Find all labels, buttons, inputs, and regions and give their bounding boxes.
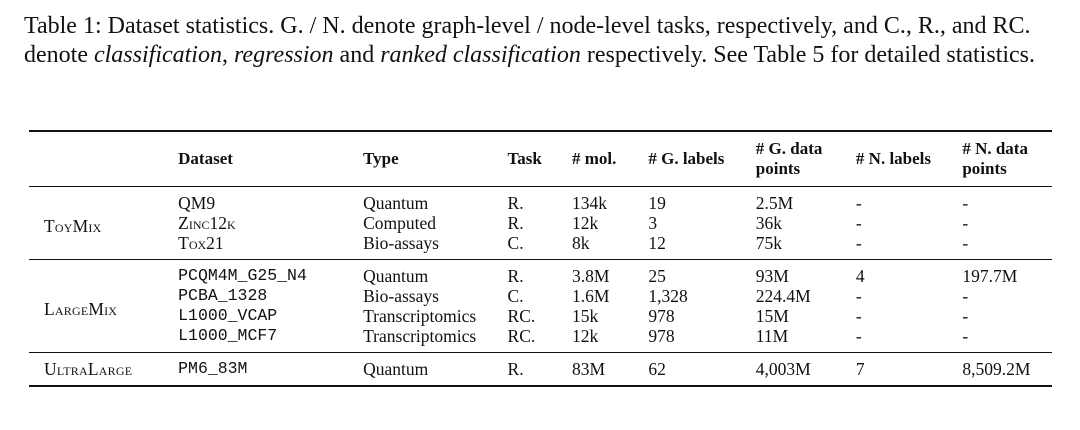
caption-text-2: , [221,42,234,68]
cell-n-labels: - [855,192,862,213]
caption-term-regression: regression [233,42,334,68]
cell-mol: 12k [571,325,599,346]
cell-type: Bio-assays [363,232,439,253]
cell-g-labels: 19 [648,192,666,213]
cell-g-points: 93M [755,265,789,286]
cell-mol: 15k [571,305,599,326]
cell-n-labels: 7 [855,358,865,379]
cell-task: R. [507,192,524,213]
table-row [29,352,1052,386]
cell-n-labels: - [855,285,862,306]
table-row [29,326,1052,353]
cell-g-points: 36k [755,212,783,233]
dataset-statistics-table [29,130,1052,387]
table-row [29,306,1052,326]
cell-dataset: Zinc12k [178,212,236,233]
cell-dataset: QM9 [178,192,216,213]
caption-term-ranked-classification: ranked classification [380,42,581,68]
cell-mol: 83M [571,358,606,379]
cell-g-points: 2.5M [755,192,794,213]
cell-g-labels: 25 [648,265,666,286]
cell-type: Quantum [363,265,429,286]
cell-task: R. [507,358,524,379]
cell-dataset: L1000_MCF7 [178,325,278,345]
cell-g-labels: 3 [648,212,658,233]
cell-mol: 134k [571,192,607,213]
cell-type: Computed [363,212,437,233]
cell-task: R. [507,212,524,233]
cell-type: Quantum [363,358,429,379]
table-row [29,186,1052,213]
cell-task: RC. [507,325,536,346]
group-label-toymix: ToyMix [44,215,102,236]
cell-type: Transcriptomics [363,325,477,346]
caption-text-3: and [333,42,381,68]
cell-task: C. [507,285,524,306]
cell-mol: 1.6M [571,285,610,306]
header-n-labels: # N. labels [855,148,932,168]
cell-n-labels: - [855,232,862,253]
header-mol: # mol. [571,148,617,168]
cell-n-points: - [962,212,969,233]
cell-task: R. [507,265,524,286]
cell-g-labels: 12 [648,232,666,253]
cell-g-labels: 978 [648,305,675,326]
cell-g-points: 11M [755,325,789,346]
cell-dataset: PCBA_1328 [178,285,268,305]
cell-dataset: L1000_VCAP [178,305,278,325]
header-n-points: # N. data points [962,138,1028,178]
cell-n-labels: 4 [855,265,865,286]
header-type: Type [363,148,399,168]
cell-type: Bio-assays [363,285,439,306]
cell-g-points: 15M [755,305,789,326]
table-caption [24,12,1060,70]
group-label-ultralarge: UltraLarge [44,358,133,379]
cell-n-points: - [962,232,969,253]
table-row [29,286,1052,306]
cell-n-points: - [962,305,969,326]
cell-n-points: - [962,285,969,306]
cell-type: Transcriptomics [363,305,477,326]
cell-g-labels: 978 [648,325,675,346]
caption-text-4: respectively. See Table 5 for detailed statistics. [580,42,1036,68]
cell-g-labels: 62 [648,358,666,379]
cell-n-points: 8,509.2M [962,358,1031,379]
caption-text-1: Table 1: Dataset statistics. G. / N. denote graph-level / node-level tasks, respectively, and C., R., and RC. denote [24,13,1031,68]
header-dataset: Dataset [178,148,233,168]
header-task: Task [507,148,542,168]
cell-n-points: - [962,192,969,213]
cell-mol: 12k [571,212,599,233]
cell-g-labels: 1,328 [648,285,688,306]
caption-term-classification: classification [93,42,222,68]
cell-g-points: 75k [755,232,783,253]
table-row [29,233,1052,260]
cell-n-points: - [962,325,969,346]
cell-task: RC. [507,305,536,326]
cell-n-points: 197.7M [962,265,1018,286]
cell-n-labels: - [855,212,862,233]
cell-g-points: 4,003M [755,358,811,379]
cell-n-labels: - [855,325,862,346]
header-row [29,131,1052,186]
group-label-largemix: LargeMix [44,298,118,319]
cell-dataset: Tox21 [178,232,224,253]
cell-dataset: PM6_83M [178,358,248,378]
cell-dataset: PCQM4M_G25_N4 [178,265,307,285]
cell-g-points: 224.4M [755,285,811,306]
header-g-labels: # G. labels [648,148,725,168]
header-g-points: # G. data points [755,138,823,178]
cell-type: Quantum [363,192,429,213]
cell-mol: 3.8M [571,265,610,286]
cell-n-labels: - [855,305,862,326]
table-row [29,213,1052,233]
cell-mol: 8k [571,232,590,253]
cell-task: C. [507,232,524,253]
table-row [29,259,1052,286]
header-group [29,131,178,186]
